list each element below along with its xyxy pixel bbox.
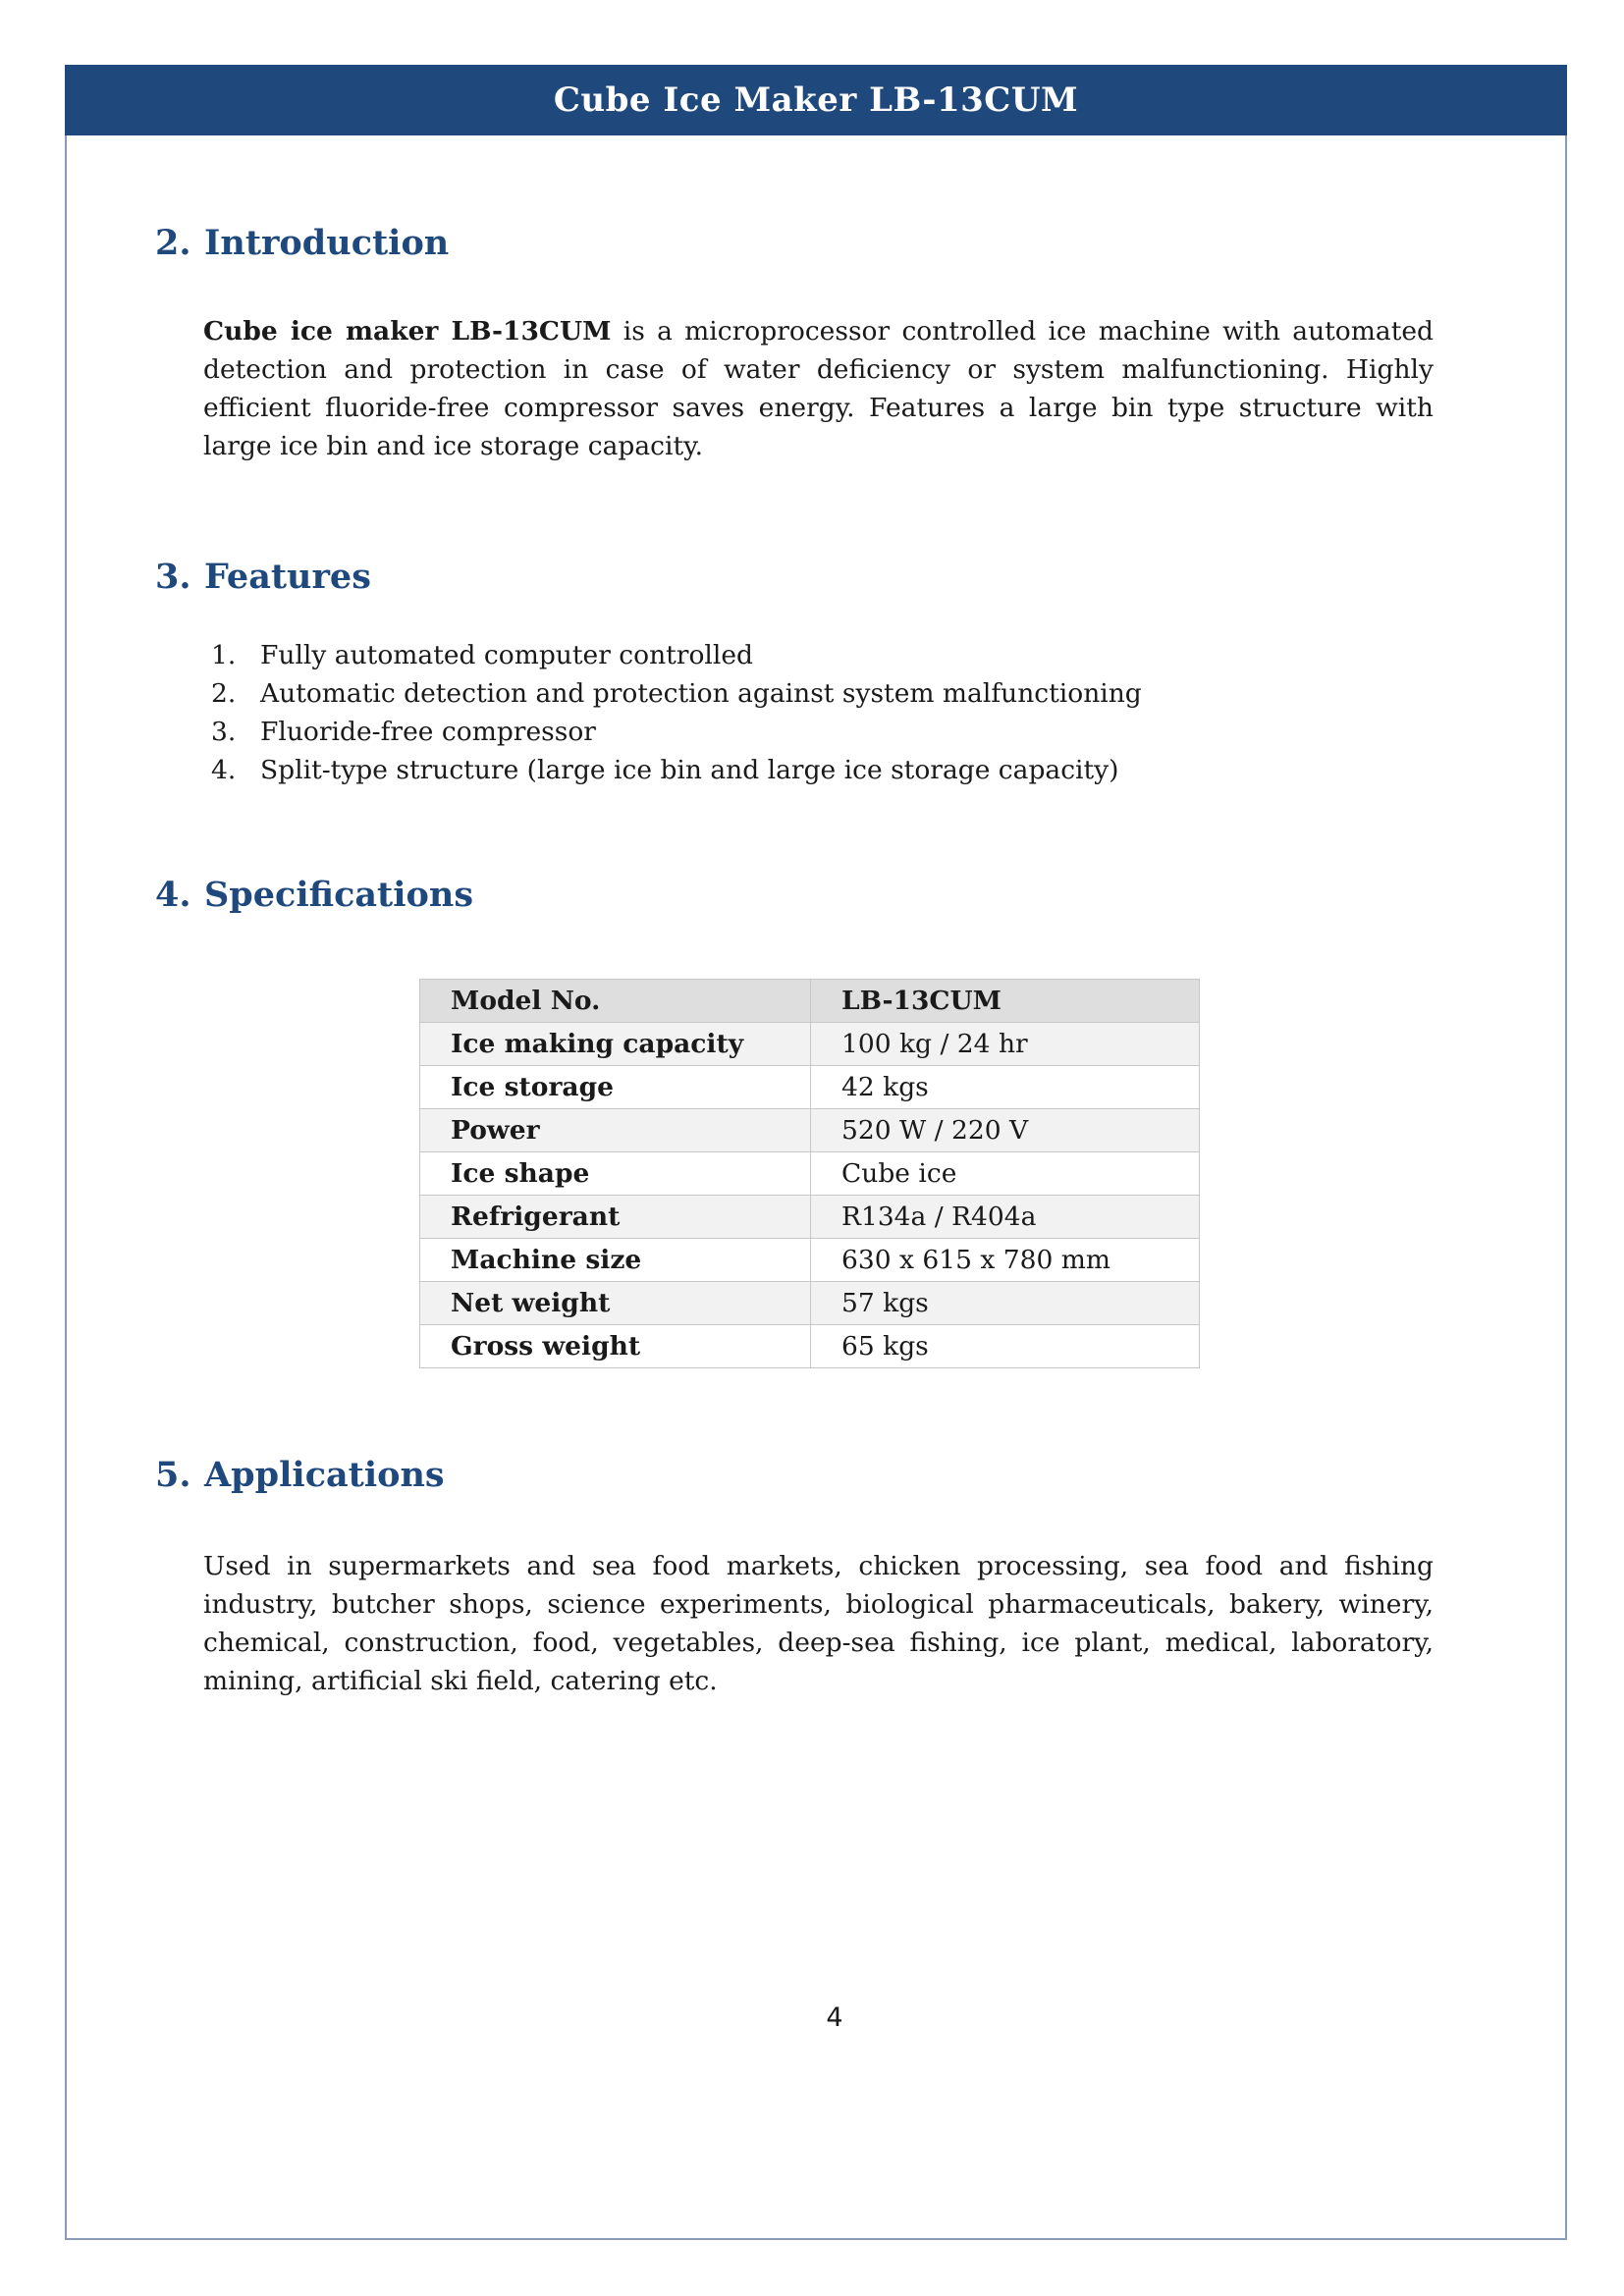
feature-item bbox=[203, 713, 1142, 751]
feature-item bbox=[203, 674, 1142, 713]
table-row bbox=[420, 1066, 1200, 1109]
table-header-row bbox=[420, 980, 1200, 1023]
table-row bbox=[420, 1196, 1200, 1239]
spec-value: 65 kgs bbox=[811, 1325, 1200, 1368]
applications-paragraph: Used in supermarkets and sea food markets, chicken processing, sea food and fishing industry, butcher shops, science experiments, biological pharmaceuticals, bakery, winery, chemical, construction, food, vegetables, deep-sea fishing, ice plant, medical, laboratory, mining, artificial ski field, catering etc. bbox=[203, 1551, 1434, 1696]
feature-text: Split-type structure (large ice bin and large ice storage capacity) bbox=[260, 755, 1119, 785]
introduction-heading bbox=[155, 222, 449, 265]
feature-number: 3. bbox=[211, 717, 237, 747]
spec-key: Ice storage bbox=[420, 1066, 811, 1109]
table-row bbox=[420, 1023, 1200, 1066]
introduction-lead: Cube ice maker LB-13CUM bbox=[203, 316, 612, 347]
section-number: 4. bbox=[155, 875, 191, 915]
introduction-body: is a microprocessor controlled ice machine with automated detection and protection in case of water deficiency or system malfunctioning. Highly efficient fluoride-free compressor saves energy. Features a large bin type structure with large ice bin and ice storage capacity. bbox=[203, 316, 1434, 461]
spec-key: Net weight bbox=[420, 1282, 811, 1325]
feature-text: Fully automated computer controlled bbox=[260, 640, 754, 670]
spec-value: 520 W / 220 V bbox=[811, 1109, 1200, 1152]
feature-text: Fluoride-free compressor bbox=[260, 717, 596, 747]
spec-value: Cube ice bbox=[811, 1152, 1200, 1196]
table-row bbox=[420, 1282, 1200, 1325]
section-title: Introduction bbox=[204, 223, 450, 263]
feature-item bbox=[203, 636, 1142, 674]
table-row bbox=[420, 1239, 1200, 1282]
section-title: Features bbox=[204, 557, 371, 597]
spec-value: 42 kgs bbox=[811, 1066, 1200, 1109]
section-number: 2. bbox=[155, 223, 191, 263]
table-row bbox=[420, 1152, 1200, 1196]
spec-value: 630 x 615 x 780 mm bbox=[811, 1239, 1200, 1282]
spec-value: R134a / R404a bbox=[811, 1196, 1200, 1239]
feature-number: 4. bbox=[211, 755, 237, 785]
section-number: 5. bbox=[155, 1455, 191, 1495]
introduction-paragraph bbox=[203, 312, 1434, 465]
feature-text: Automatic detection and protection against system malfunctioning bbox=[260, 678, 1142, 709]
section-title: Specifications bbox=[204, 875, 474, 915]
features-list bbox=[203, 636, 1142, 789]
table-row bbox=[420, 1109, 1200, 1152]
spec-key: Gross weight bbox=[420, 1325, 811, 1368]
feature-number: 2. bbox=[211, 678, 237, 709]
feature-number: 1. bbox=[211, 640, 237, 670]
spec-value: 100 kg / 24 hr bbox=[811, 1023, 1200, 1066]
spec-value: LB-13CUM bbox=[811, 980, 1200, 1023]
specifications-heading bbox=[155, 874, 473, 917]
spec-key: Ice shape bbox=[420, 1152, 811, 1196]
page-number: 4 bbox=[826, 2002, 843, 2033]
spec-key: Power bbox=[420, 1109, 811, 1152]
table-row bbox=[420, 1325, 1200, 1368]
document-title-banner: Cube Ice Maker LB-13CUM bbox=[65, 65, 1567, 135]
section-number: 3. bbox=[155, 557, 191, 597]
spec-value: 57 kgs bbox=[811, 1282, 1200, 1325]
spec-key: Machine size bbox=[420, 1239, 811, 1282]
applications-heading bbox=[155, 1454, 445, 1497]
section-title: Applications bbox=[204, 1455, 445, 1495]
spec-key: Model No. bbox=[420, 980, 811, 1023]
spec-key: Refrigerant bbox=[420, 1196, 811, 1239]
specifications-table bbox=[419, 979, 1200, 1368]
features-heading bbox=[155, 556, 371, 599]
spec-key: Ice making capacity bbox=[420, 1023, 811, 1066]
feature-item bbox=[203, 751, 1142, 789]
